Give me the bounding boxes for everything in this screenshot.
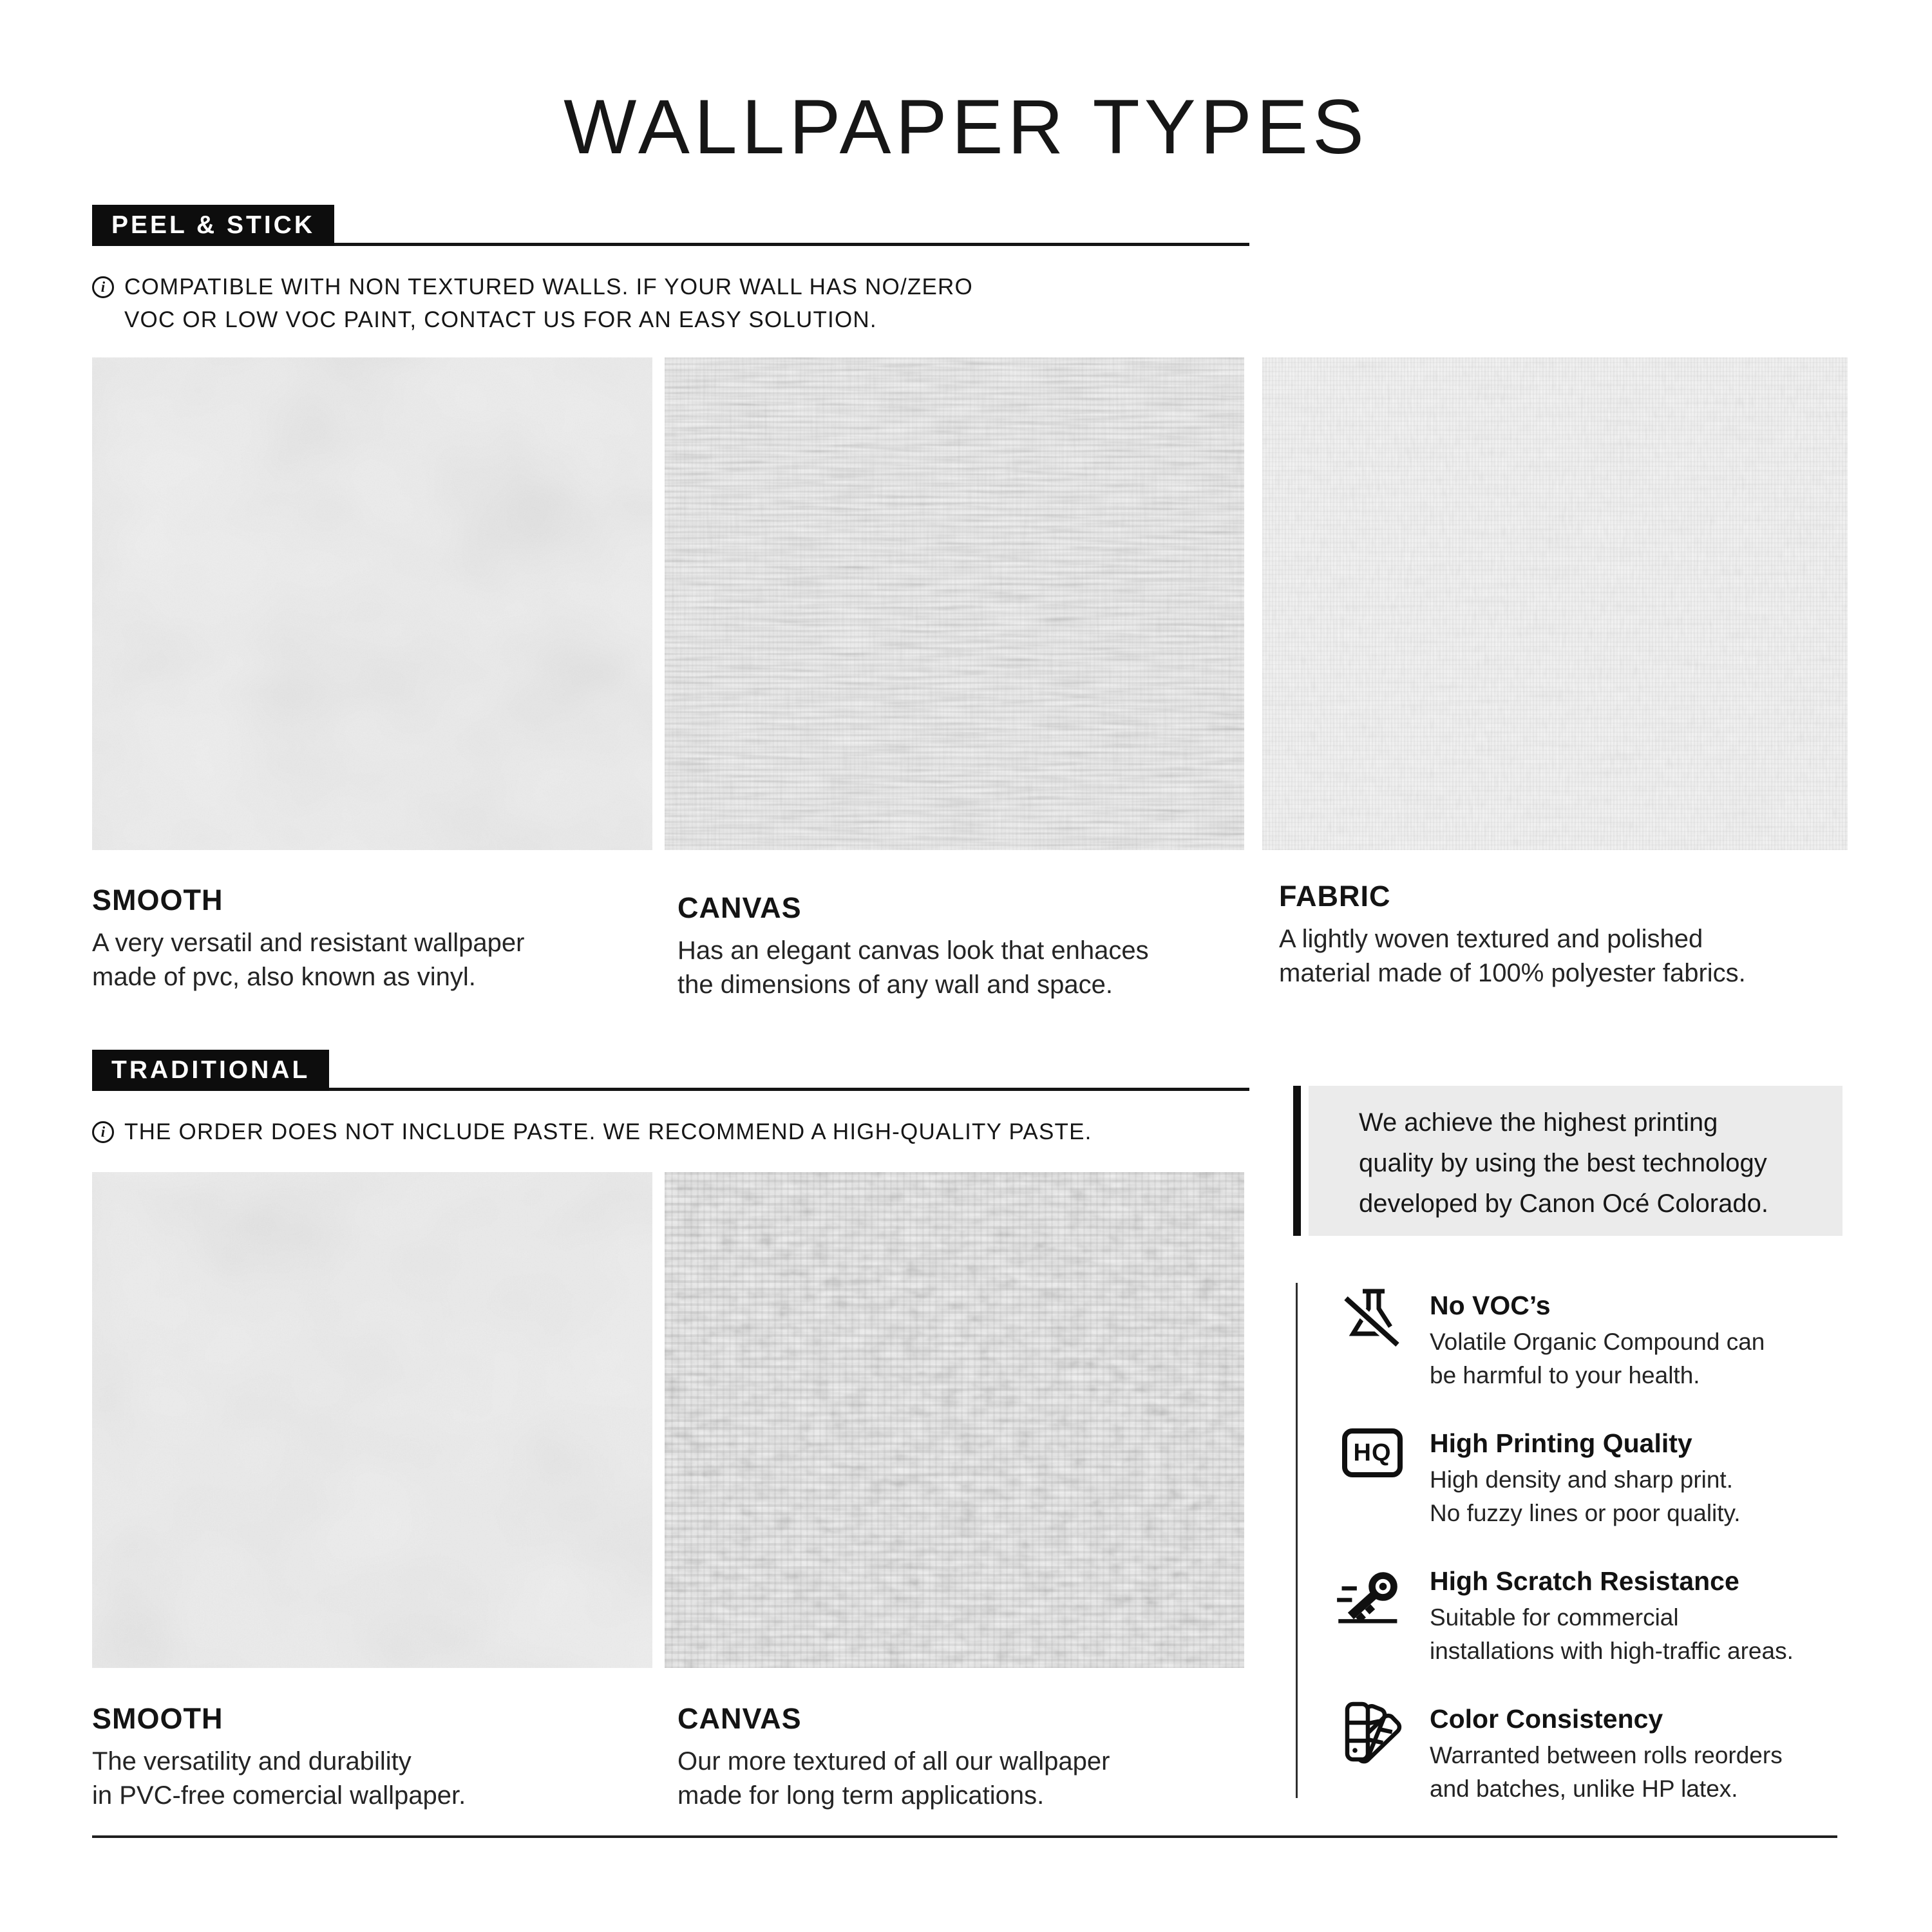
sample-fabric-peelstick	[1279, 880, 1746, 990]
sample-smooth-peelstick	[92, 884, 524, 994]
feature-no-voc	[1328, 1285, 1882, 1417]
note-line: VOC OR LOW VOC PAINT, CONTACT US FOR AN EASY SOLUTION.	[124, 307, 877, 332]
quality-box	[1309, 1086, 1842, 1236]
desc-line: No fuzzy lines or poor quality.	[1430, 1500, 1741, 1526]
sample-description	[677, 1745, 1110, 1813]
feature-high-printing-quality	[1328, 1423, 1882, 1555]
texture-overlay	[92, 357, 652, 850]
desc-line: Warranted between rolls reorders	[1430, 1742, 1783, 1768]
sample-canvas-peelstick	[677, 891, 1149, 1002]
no-voc-flask-icon	[1340, 1285, 1404, 1350]
desc-line: installations with high-traffic areas.	[1430, 1638, 1794, 1664]
desc-line: Has an elegant canvas look that enhaces	[677, 936, 1149, 965]
feature-description	[1430, 1739, 1783, 1806]
sample-name: SMOOTH	[92, 1702, 223, 1735]
sample-name: CANVAS	[677, 891, 802, 924]
feature-high-scratch-resistance	[1328, 1561, 1882, 1693]
peel-stick-badge: PEEL & STICK	[92, 205, 334, 246]
feature-title: High Printing Quality	[1430, 1428, 1692, 1458]
note-line: COMPATIBLE WITH NON TEXTURED WALLS. IF YOUR WALL HAS NO/ZERO	[124, 274, 973, 299]
quality-box-accent-bar	[1293, 1086, 1301, 1236]
info-icon: i	[92, 1121, 114, 1143]
traditional-note	[92, 1119, 1092, 1145]
sample-canvas-traditional	[677, 1702, 1110, 1813]
quality-line: developed by Canon Océ Colorado.	[1359, 1189, 1768, 1218]
texture-overlay	[665, 1172, 1244, 1668]
texture-canvas-peelstick	[665, 357, 1244, 850]
desc-line: material made of 100% polyester fabrics.	[1279, 959, 1746, 987]
hq-badge-icon: HQ	[1342, 1428, 1403, 1477]
desc-line: A very versatil and resistant wallpaper	[92, 929, 525, 957]
sample-name: FABRIC	[1279, 880, 1391, 913]
desc-line: The versatility and durability	[92, 1747, 412, 1776]
quality-line: quality by using the best technology	[1359, 1149, 1767, 1177]
feature-description	[1430, 1601, 1794, 1668]
desc-line: A lightly woven textured and polished	[1279, 925, 1703, 953]
texture-overlay	[92, 1172, 652, 1668]
desc-line: be harmful to your health.	[1430, 1362, 1700, 1388]
quality-box-text	[1359, 1103, 1768, 1224]
sample-description	[92, 926, 524, 994]
texture-smooth-traditional	[92, 1172, 652, 1668]
desc-line: Our more textured of all our wallpaper	[677, 1747, 1110, 1776]
feature-color-consistency	[1328, 1699, 1882, 1831]
desc-line: Volatile Organic Compound can	[1430, 1329, 1765, 1355]
sample-smooth-traditional	[92, 1702, 466, 1813]
bottom-rule	[92, 1835, 1837, 1838]
note-line: THE ORDER DOES NOT INCLUDE PASTE. WE RECOMMEND A HIGH-QUALITY PASTE.	[124, 1119, 1092, 1144]
feature-title: Color Consistency	[1430, 1704, 1663, 1734]
desc-line: Suitable for commercial	[1430, 1604, 1679, 1631]
sample-description	[677, 934, 1149, 1002]
desc-line: made for long term applications.	[677, 1781, 1045, 1810]
texture-smooth-peelstick	[92, 357, 652, 850]
texture-fabric-peelstick	[1262, 357, 1848, 850]
texture-overlay	[665, 357, 1244, 850]
desc-line: in PVC-free comercial wallpaper.	[92, 1781, 466, 1810]
feature-description	[1430, 1463, 1741, 1530]
desc-line: and batches, unlike HP latex.	[1430, 1776, 1738, 1802]
desc-line: made of pvc, also known as vinyl.	[92, 963, 476, 991]
sample-name: SMOOTH	[92, 884, 223, 916]
color-swatches-icon	[1340, 1700, 1404, 1765]
scratch-key-icon	[1332, 1561, 1408, 1629]
quality-line: We achieve the highest printing	[1359, 1108, 1718, 1137]
texture-canvas-traditional	[665, 1172, 1244, 1668]
feature-title: No VOC’s	[1430, 1291, 1551, 1320]
page-title: WALLPAPER TYPES	[564, 84, 1368, 170]
sample-name: CANVAS	[677, 1702, 802, 1735]
texture-overlay	[1262, 357, 1848, 850]
info-icon: i	[92, 276, 114, 298]
sample-description	[92, 1745, 466, 1813]
feature-description	[1430, 1325, 1765, 1392]
feature-title: High Scratch Resistance	[1430, 1566, 1739, 1596]
desc-line: High density and sharp print.	[1430, 1466, 1733, 1493]
peel-stick-note	[92, 274, 973, 333]
traditional-badge: TRADITIONAL	[92, 1050, 329, 1091]
sample-description	[1279, 922, 1746, 990]
desc-line: the dimensions of any wall and space.	[677, 971, 1113, 999]
features-divider-line	[1296, 1283, 1298, 1798]
